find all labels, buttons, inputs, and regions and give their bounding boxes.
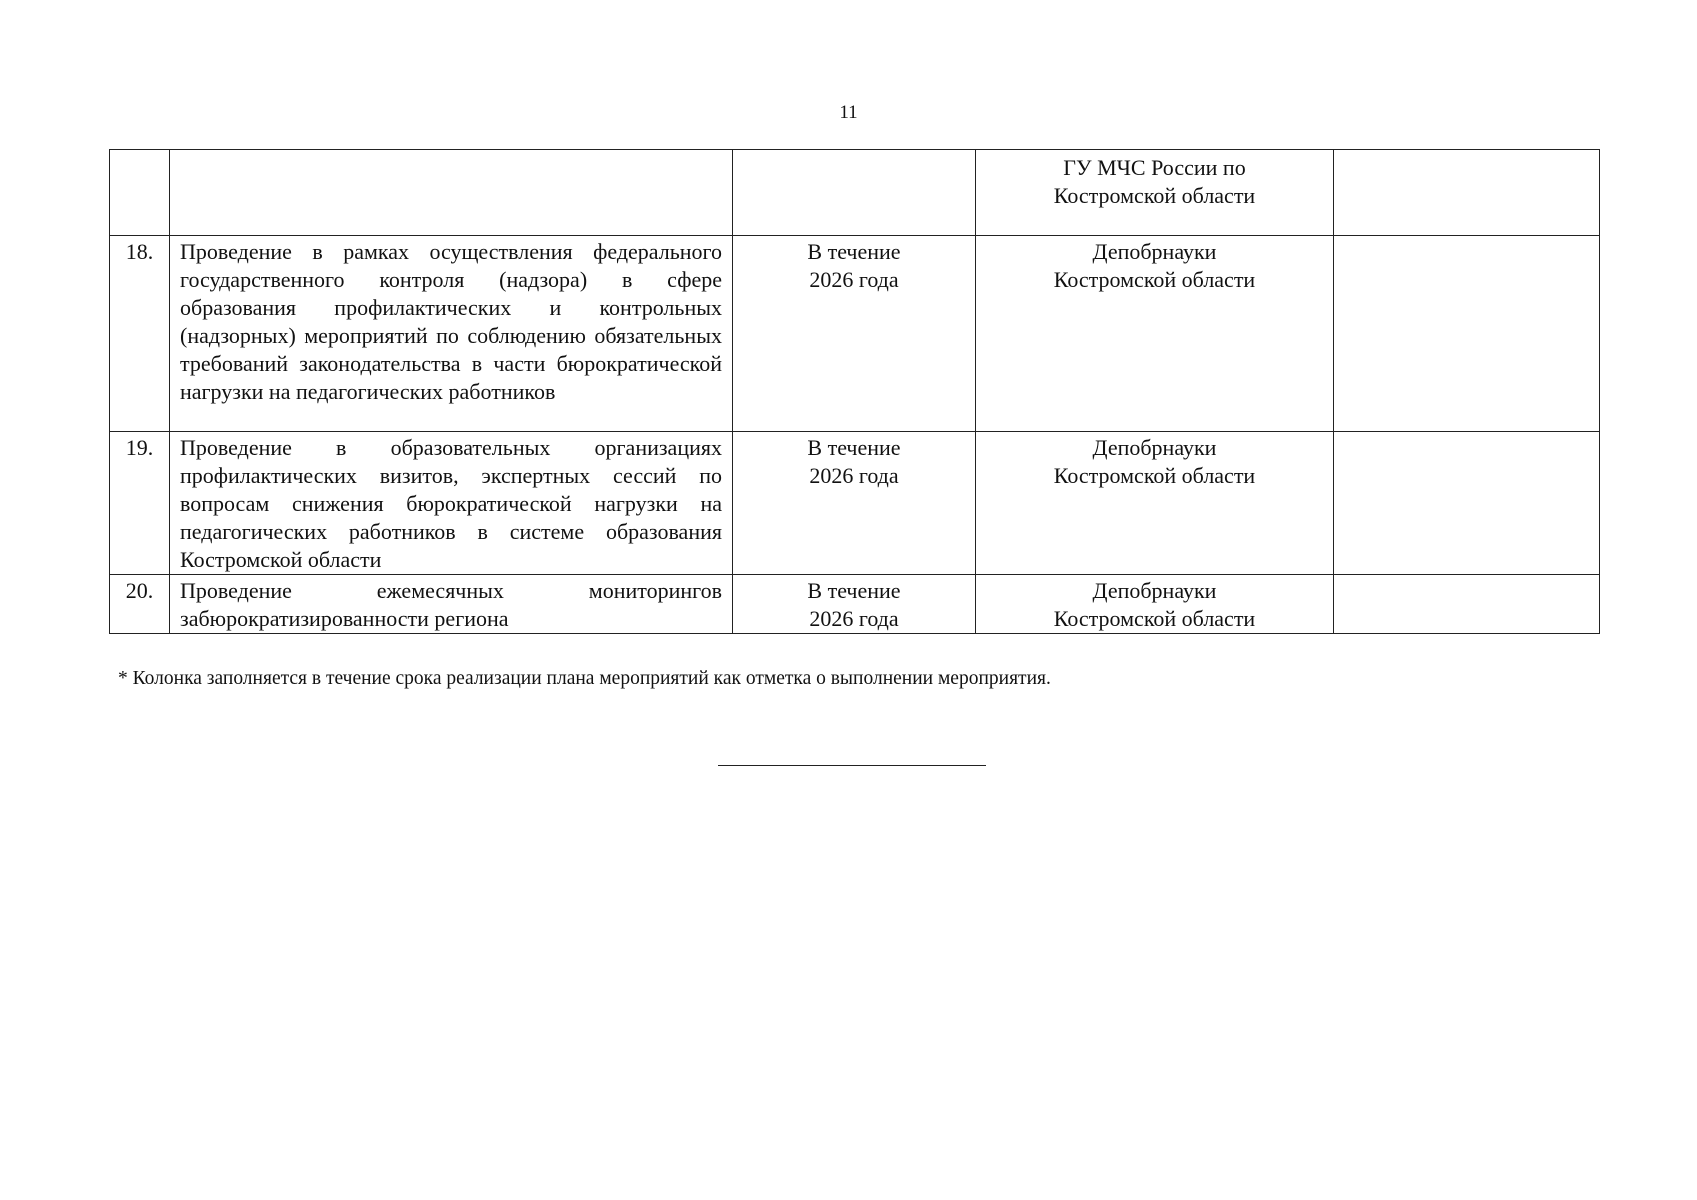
responsible-cell (976, 150, 1334, 236)
term-cell (733, 432, 976, 575)
footnote: * Колонка заполняется в течение срока реализации плана мероприятий как отметка о выполнении мероприятия. (118, 668, 1051, 689)
row-number-cell: 18. (110, 236, 170, 432)
event-cell: Проведение ежемесячных мониторингов забюрократизированности региона (170, 575, 733, 634)
row-number-cell: 20. (110, 575, 170, 634)
responsible-line: Депобрнауки (1092, 239, 1217, 264)
term-line: В течение (807, 435, 901, 460)
term-line: 2026 года (809, 267, 899, 292)
page-number: 11 (839, 102, 858, 123)
completion-mark-cell (1334, 150, 1600, 236)
responsible-line: ГУ МЧС России по (1063, 155, 1246, 180)
completion-mark-cell (1334, 575, 1600, 634)
responsible-line: Костромской области (1053, 183, 1256, 208)
row-number-cell (110, 150, 170, 236)
responsible-cell (976, 432, 1334, 575)
responsible-cell (976, 236, 1334, 432)
responsible-line: Костромской области (1053, 606, 1256, 631)
event-cell (170, 150, 733, 236)
term-line: В течение (807, 578, 901, 603)
responsible-cell (976, 575, 1334, 634)
responsible-line: Костромской области (1053, 267, 1256, 292)
table-row (110, 432, 1600, 575)
term-line: В течение (807, 239, 901, 264)
table-row-continuation (110, 150, 1600, 236)
table-row (110, 236, 1600, 432)
term-line: 2026 года (809, 463, 899, 488)
event-cell: Проведение в рамках осуществления федерального государственного контроля (надзора) в сфере образования профилактических и контрольных (надзорных) мероприятий по соблюдению обязательных требований законодательства в части бюрократической нагрузки на педагогических работников (170, 236, 733, 432)
term-cell (733, 150, 976, 236)
activities-table (109, 149, 1600, 634)
end-of-document-rule (718, 765, 986, 766)
term-cell (733, 236, 976, 432)
event-cell: Проведение в образовательных организациях профилактических визитов, экспертных сессий по вопросам снижения бюрократической нагрузки на педагогических работников в системе образования Костромской области (170, 432, 733, 575)
responsible-line: Депобрнауки (1092, 435, 1217, 460)
completion-mark-cell (1334, 236, 1600, 432)
term-cell (733, 575, 976, 634)
row-number-cell: 19. (110, 432, 170, 575)
responsible-line: Депобрнауки (1092, 578, 1217, 603)
responsible-line: Костромской области (1053, 463, 1256, 488)
term-line: 2026 года (809, 606, 899, 631)
completion-mark-cell (1334, 432, 1600, 575)
table-row (110, 575, 1600, 634)
